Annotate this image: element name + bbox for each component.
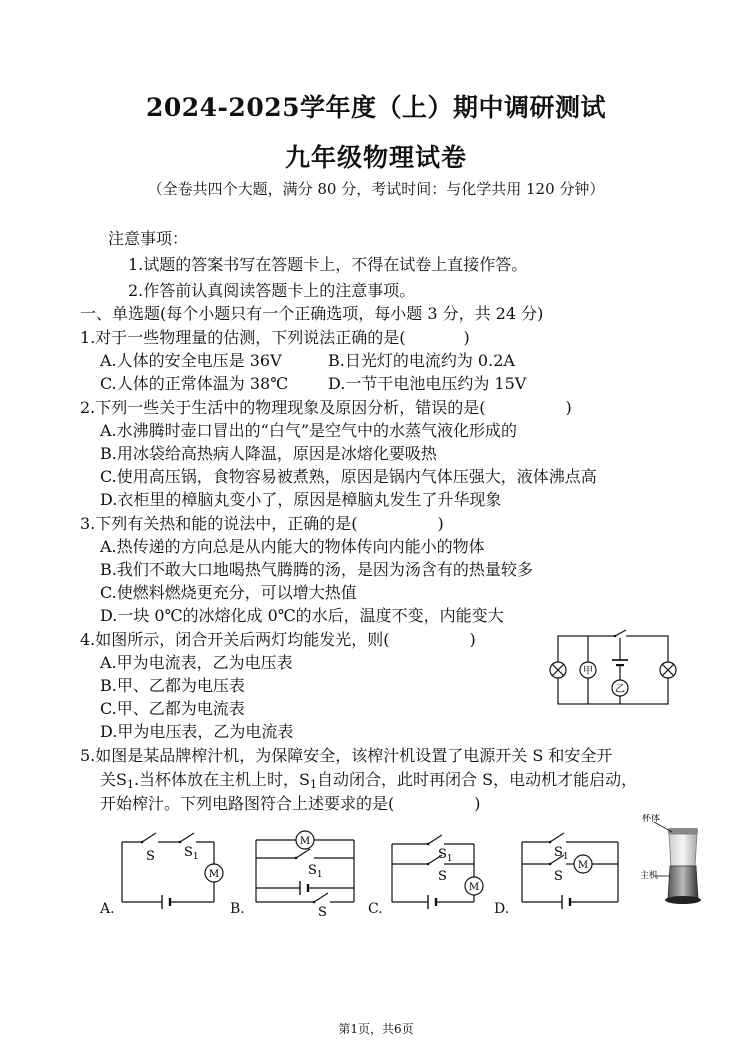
switch-s-label: S	[438, 869, 447, 884]
question-3-option-d: D.一块 0℃的冰熔化成 0℃的水后，温度不变，内能变大	[100, 606, 504, 625]
juicer-cup-label: 杯体	[642, 814, 661, 824]
lamp-icon	[550, 662, 566, 678]
svg-text:M: M	[468, 882, 480, 893]
battery-icon	[300, 881, 308, 895]
question-1-option-d: D.一节干电池电压约为 15V	[328, 374, 527, 393]
question-1-option-b: B.日光灯的电流约为 0.2A	[328, 351, 515, 370]
question-3-option-a: A.热传递的方向总是从内能大的物体传向内能小的物体	[100, 537, 485, 556]
exam-title: 2024-2025学年度（上）期中调研测试	[145, 93, 607, 122]
question-1-option-c: C.人体的正常体温为 38℃	[100, 374, 289, 393]
question-3-stem: 3.下列有关热和能的说法中，正确的是( )	[80, 514, 444, 533]
battery-icon	[562, 895, 570, 909]
circuit-label-d: D.	[494, 901, 510, 917]
question-5-stem-line-2: 关$S_1$.当杯体放在主机上时，$S_1$自动闭合，此时再闭合 S，电动机才能启动，	[100, 770, 638, 791]
switch-s-icon	[313, 893, 328, 903]
question-5-stem-line-1: 5.如图是某品牌榨汁机，为保障安全，该榨汁机设置了电源开关 S 和安全开	[80, 746, 613, 765]
question-2-option-b: B.用冰袋给高热病人降温，原因是冰熔化要吸热	[100, 444, 437, 463]
question-3-option-b: B.我们不敢大口地喝热气腾腾的汤，是因为汤含有的热量较多	[100, 560, 533, 579]
motor-icon	[205, 864, 223, 882]
switch-s1-icon	[179, 833, 194, 843]
question-4-option-d: D.甲为电压表，乙为电流表	[100, 722, 294, 741]
circuit-option-d	[518, 830, 624, 916]
section-heading: 一、单选题(每个小题只有一个正确选项，每小题 3 分，共 24 分)	[80, 304, 544, 323]
exam-subject-title: 九年级物理试卷	[284, 143, 467, 172]
svg-text:M: M	[299, 836, 311, 847]
juicer-base-label: 主机	[640, 871, 659, 881]
switch-s-label: S	[146, 849, 155, 864]
juicer-cup-icon	[668, 828, 698, 866]
motor-icon	[574, 855, 592, 873]
question-4-circuit-diagram	[548, 632, 678, 710]
switch-s-label: S	[318, 905, 327, 920]
circuit-label-c: C.	[368, 901, 383, 917]
svg-text:M: M	[208, 869, 220, 880]
meter-jia-icon	[580, 662, 596, 678]
switch-s1-icon	[549, 833, 564, 843]
question-2-option-c: C.使用高压锅，食物容易被煮熟，原因是锅内气体压强大，液体沸点高	[100, 467, 597, 486]
question-1-stem: 1.对于一些物理量的估测，下列说法正确的是( )	[80, 328, 470, 347]
lamp-icon	[660, 662, 676, 678]
switch-s-label: S	[554, 869, 563, 884]
switch-s-icon	[141, 833, 156, 843]
switch-s1-label: $S_1$	[184, 845, 199, 862]
question-2-option-d: D.衣柜里的樟脑丸变小了，原因是樟脑丸发生了升华现象	[100, 490, 502, 509]
meter-yi-label: 乙	[615, 684, 625, 695]
notice-item-2: 2.作答前认真阅读答题卡上的注意事项。	[128, 281, 416, 300]
notice-item-1: 1.试题的答案书写在答题卡上，不得在试卷上直接作答。	[128, 255, 528, 274]
question-3-option-c: C.使燃料燃烧更充分，可以增大热值	[100, 583, 357, 602]
question-4-stem: 4.如图所示，闭合开关后两灯均能发光，则( )	[80, 630, 476, 649]
question-2-stem: 2.下列一些关于生活中的物理现象及原因分析，错误的是( )	[80, 398, 572, 417]
meter-yi-icon	[612, 680, 628, 696]
circuit-option-a	[118, 830, 230, 916]
switch-s1-icon	[295, 849, 310, 859]
meter-jia-label: 甲	[583, 666, 593, 677]
switch-s1-label: $S_1$	[438, 847, 453, 864]
circuit-label-a: A.	[100, 901, 115, 917]
juicer-base-icon	[665, 866, 701, 904]
motor-icon	[296, 831, 314, 849]
svg-text:M: M	[577, 860, 589, 871]
notice-heading: 注意事项：	[108, 229, 189, 248]
question-4-option-c: C.甲、乙都为电流表	[100, 699, 245, 718]
circuit-label-b: B.	[230, 901, 245, 917]
juicer-illustration	[640, 814, 710, 914]
battery-icon	[162, 895, 170, 909]
switch-s1-icon	[427, 835, 442, 845]
page-footer: 第1页，共6页	[338, 1022, 414, 1036]
question-4-option-a: A.甲为电流表，乙为电压表	[100, 653, 293, 672]
switch-s1-label: $S_1$	[554, 845, 569, 862]
circuit-option-b	[252, 830, 358, 920]
switch-icon	[614, 630, 626, 638]
motor-icon	[465, 877, 483, 895]
battery-icon	[428, 895, 436, 909]
question-4-option-b: B.甲、乙都为电压表	[100, 676, 245, 695]
circuit-option-c	[388, 830, 488, 916]
exam-info: （全卷共四个大题，满分 80 分，考试时间：与化学共用 120 分钟）	[147, 180, 605, 198]
question-2-option-a: A.水沸腾时壶口冒出的“白气”是空气中的水蒸气液化形成的	[100, 421, 518, 440]
switch-s1-label: $S_1$	[308, 863, 323, 880]
question-1-option-a: A.人体的安全电压是 36V	[100, 351, 282, 370]
question-5-stem-line-3: 开始榨汁。下列电路图符合上述要求的是( )	[100, 794, 481, 813]
